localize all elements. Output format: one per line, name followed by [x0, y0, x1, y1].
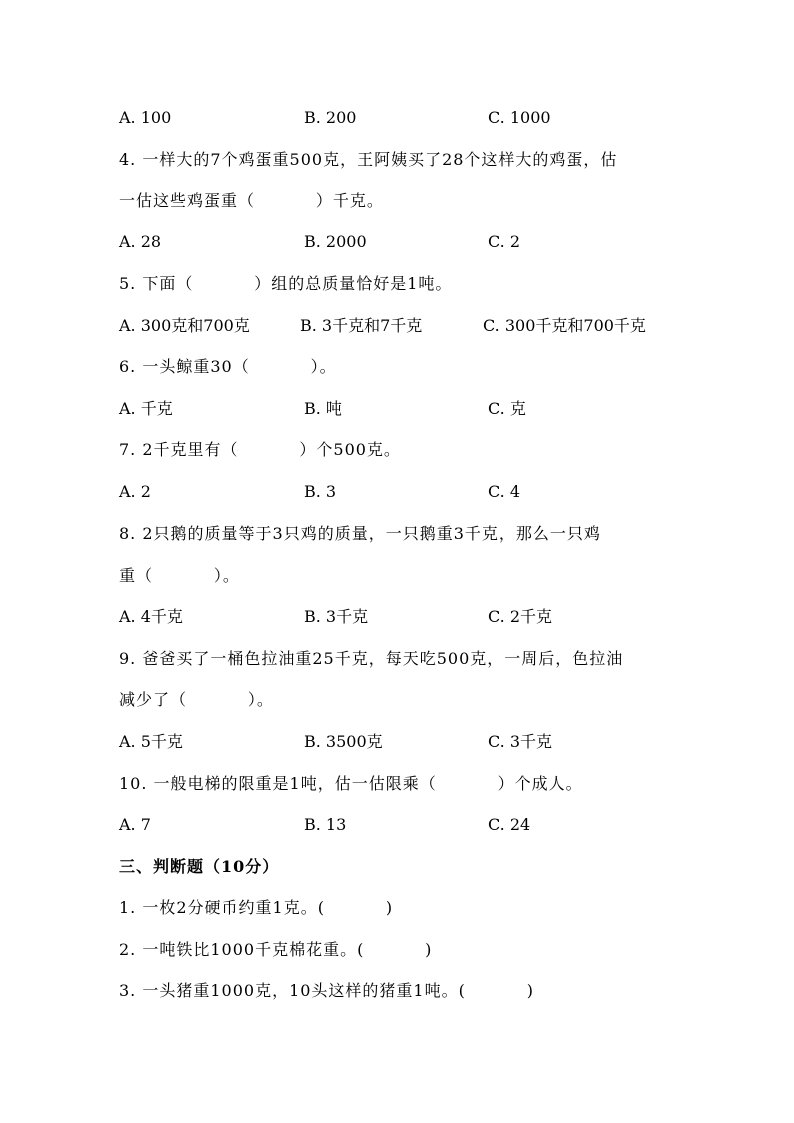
q7-options — [119, 482, 699, 502]
q4-line2: 一估这些鸡蛋重（ ）千克。 — [119, 191, 384, 210]
option-a: A. 千克 — [119, 399, 173, 418]
option-a: A. 100 — [119, 108, 172, 127]
q8-line1: 8. 2只鹅的质量等于3只鸡的质量，一只鹅重3千克，那么一只鸡 — [119, 524, 601, 543]
judge-item-3: 3. 一头猪重1000克，10头这样的猪重1吨。( ) — [119, 981, 534, 1000]
option-b: B. 3 — [304, 482, 337, 501]
section-heading: 三、判断题（10分） — [119, 857, 280, 876]
option-c: C. 24 — [488, 815, 531, 834]
q10-options — [119, 815, 699, 835]
q6-options — [119, 399, 699, 419]
q9-options — [119, 732, 699, 752]
option-a: A. 300克和700克 — [119, 316, 250, 335]
option-c: C. 2 — [488, 232, 521, 251]
q10-text: 10. 一般电梯的限重是1吨，估一估限乘（ ）个成人。 — [119, 774, 583, 793]
option-b: B. 2000 — [304, 232, 367, 251]
judge-item-1: 1. 一枚2分硬币约重1克。( ) — [119, 898, 394, 917]
option-b: B. 3千克和7千克 — [300, 316, 423, 335]
option-a: A. 28 — [119, 232, 162, 251]
option-b: B. 200 — [304, 108, 357, 127]
option-b: B. 3千克 — [304, 607, 369, 626]
option-b: B. 吨 — [304, 399, 342, 418]
q9-line1: 9. 爸爸买了一桶色拉油重25千克，每天吃500克，一周后，色拉油 — [119, 649, 624, 668]
q5-text: 5. 下面（ ）组的总质量恰好是1吨。 — [119, 274, 453, 293]
judge-item-2: 2. 一吨铁比1000千克棉花重。( ) — [119, 940, 433, 959]
option-c: C. 克 — [488, 399, 526, 418]
option-c: C. 2千克 — [488, 607, 553, 626]
q3-options — [119, 108, 699, 128]
option-c: C. 300千克和700千克 — [483, 316, 646, 335]
q8-line2: 重（ ）。 — [119, 566, 240, 585]
q4-line1: 4. 一样大的7个鸡蛋重500克，王阿姨买了28个这样大的鸡蛋，估 — [119, 150, 618, 169]
q6-text: 6. 一头鲸重30（ ）。 — [119, 357, 337, 376]
option-a: A. 7 — [119, 815, 151, 834]
q7-text: 7. 2千克里有（ ）个500克。 — [119, 440, 401, 459]
option-c: C. 4 — [488, 482, 521, 501]
option-a: A. 2 — [119, 482, 151, 501]
option-c: C. 1000 — [488, 108, 551, 127]
q8-options — [119, 607, 699, 627]
option-a: A. 5千克 — [119, 732, 183, 751]
option-b: B. 13 — [304, 815, 347, 834]
q5-options — [119, 316, 699, 336]
q4-options — [119, 232, 699, 252]
option-c: C. 3千克 — [488, 732, 553, 751]
option-b: B. 3500克 — [304, 732, 383, 751]
option-a: A. 4千克 — [119, 607, 183, 626]
q9-line2: 减少了（ ）。 — [119, 690, 274, 709]
